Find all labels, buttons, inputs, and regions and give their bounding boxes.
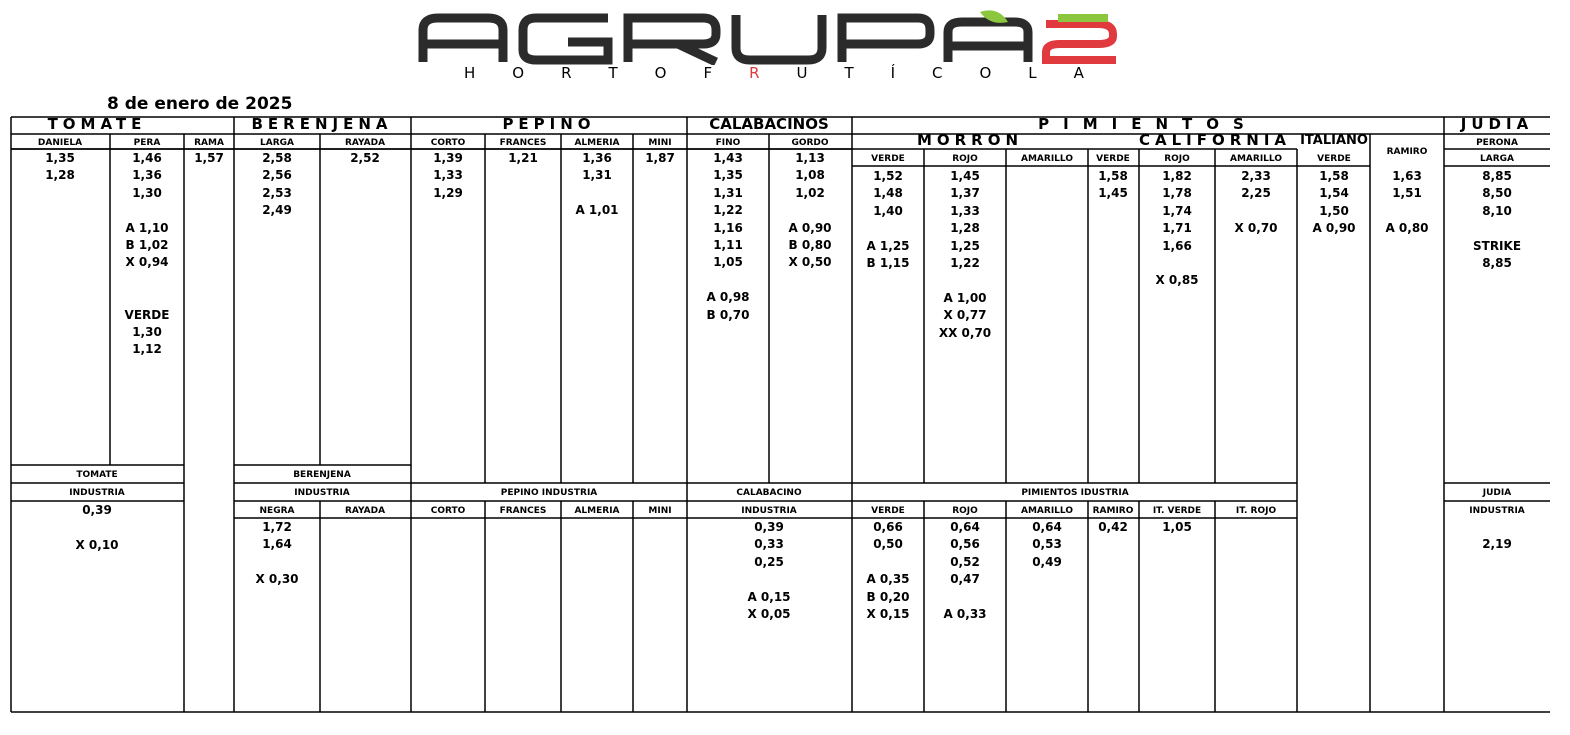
col-ital-verde: VERDE [1317, 154, 1351, 164]
price-cell: 1,22 [713, 203, 743, 218]
ind-tomate-sub: INDUSTRIA [69, 488, 125, 498]
price-cell: 0,52 [950, 554, 980, 569]
price-cell: 1,72 [262, 520, 292, 534]
col-cal-amarillo: AMARILLO [1230, 154, 1282, 164]
price-cell: 1,31 [713, 185, 743, 200]
price-cell: 2,19 [1482, 537, 1512, 552]
group-morron: MORRON [916, 131, 1024, 149]
price-cell: 1,63 [1392, 169, 1422, 183]
ind-pep-corto: CORTO [430, 506, 466, 516]
price-cell: 1,51 [1392, 186, 1422, 201]
price-cell: A 0,90 [1312, 221, 1356, 236]
ind-ber-sub: INDUSTRIA [294, 488, 350, 498]
price-cell: 1,45 [1098, 186, 1128, 201]
price-cell: 1,29 [433, 185, 463, 200]
ind-pim-verde: VERDE [871, 506, 905, 516]
ind-pim-ramiro: RAMIRO [1092, 506, 1134, 516]
logo-letter: U [796, 64, 808, 82]
group-calabacinos: CALABACINOS [709, 115, 829, 133]
price-cell: 1,33 [433, 168, 463, 183]
price-cell: X 0,05 [747, 607, 791, 621]
price-cell: 1,35 [45, 151, 75, 165]
col-rama: RAMA [194, 138, 224, 148]
price-cell: 1,57 [194, 151, 224, 165]
price-cell: 1,64 [262, 537, 292, 552]
price-cell: A 1,25 [866, 238, 910, 253]
price-cell: 1,66 [1162, 238, 1192, 253]
price-cell: A 0,35 [866, 572, 910, 587]
ind-pep-mini: MINI [648, 506, 672, 516]
price-cell: 1,11 [713, 238, 743, 252]
price-cell: 1,35 [713, 168, 743, 183]
price-cell: 1,25 [950, 238, 980, 253]
price-cell: 1,45 [950, 169, 980, 183]
group-judia: JUDIA [1460, 115, 1534, 133]
col-ramiro: RAMIRO [1386, 147, 1428, 157]
col-ber-rayada: RAYADA [344, 138, 386, 148]
price-cell: 8,10 [1482, 203, 1512, 218]
price-cell: 1,52 [873, 169, 903, 183]
price-cell: A 0,80 [1385, 221, 1429, 236]
group-italiano: ITALIANO [1300, 133, 1368, 148]
price-cell: B 0,20 [866, 589, 910, 604]
price-cell: X 0,15 [866, 607, 910, 621]
price-cell: 0,64 [950, 520, 980, 534]
group-pepino: PEPINO [502, 115, 596, 133]
price-cell: A 0,33 [943, 607, 987, 621]
price-cell: 1,13 [795, 151, 825, 165]
col-cal-rojo: ROJO [1164, 154, 1190, 164]
price-cell: 0,50 [873, 537, 903, 552]
price-cell: 1,30 [132, 185, 162, 200]
price-cell: X 0,10 [75, 537, 119, 552]
price-cell: A 1,01 [575, 203, 619, 218]
price-cell: X 0,50 [788, 255, 832, 270]
price-cell: 1,12 [132, 342, 162, 357]
group-tomate: TOMATE [47, 115, 147, 133]
price-cell: 0,39 [82, 503, 112, 517]
price-cell: 1,40 [873, 203, 903, 218]
col-cal-fino: FINO [715, 138, 741, 148]
logo-letter: T [608, 64, 618, 82]
price-cell: 2,52 [350, 151, 380, 165]
logo-letter: Í [890, 64, 896, 82]
col-cal-gordo: GORDO [791, 138, 829, 148]
price-cell: 1,39 [433, 151, 463, 165]
price-cell: X 0,85 [1155, 273, 1199, 288]
price-cell: X 0,94 [125, 255, 169, 270]
price-cell: 1,30 [132, 325, 162, 339]
price-cell: 1,05 [713, 255, 743, 270]
price-cell: 1,82 [1162, 169, 1192, 183]
logo-letter: L [1028, 64, 1037, 82]
price-cell: 8,85 [1482, 169, 1512, 183]
ind-cal-sub: INDUSTRIA [741, 506, 797, 516]
logo-letter: T [844, 64, 854, 82]
col-judia-perona: PERONA [1476, 138, 1518, 148]
price-cell: 2,33 [1241, 169, 1271, 183]
col-pep-frances: FRANCES [499, 138, 547, 148]
price-cell: 1,28 [45, 168, 75, 183]
ind-ber-rayada: RAYADA [344, 506, 386, 516]
col-morron-amarillo: AMARILLO [1021, 154, 1073, 164]
logo-letter: R [749, 64, 760, 82]
logo-letter: C [932, 64, 943, 82]
col-pera: PERA [133, 138, 161, 148]
logo-letter: R [561, 64, 572, 82]
price-cell: 1,87 [645, 151, 675, 165]
price-cell: 0,42 [1098, 520, 1128, 534]
price-cell: B 0,70 [706, 307, 750, 322]
price-cell: A 0,98 [706, 290, 750, 305]
logo-letter: O [512, 64, 525, 82]
col-ber-larga: LARGA [260, 138, 294, 148]
price-cell: 2,56 [262, 168, 292, 183]
price-cell: 1,02 [795, 185, 825, 200]
price-cell: 0,53 [1032, 537, 1062, 552]
col-pep-almeria: ALMERIA [574, 138, 620, 148]
ind-pim-title: PIMIENTOS IDUSTRIA [1021, 488, 1129, 498]
col-daniela: DANIELA [37, 138, 83, 148]
ind-judia-title: JUDIA [1482, 488, 1512, 498]
ind-pim-itverde: IT. VERDE [1152, 506, 1202, 516]
ind-pep-almeria: ALMERIA [574, 506, 620, 516]
ind-tomate-title: TOMATE [76, 470, 118, 480]
price-cell: 1,54 [1319, 186, 1349, 201]
price-cell: 0,64 [1032, 520, 1062, 534]
logo-letter: O [654, 64, 667, 82]
logo-letter: O [979, 64, 992, 82]
ind-cal-title: CALABACINO [736, 488, 802, 498]
price-cell: 1,08 [795, 168, 825, 183]
col-pep-corto: CORTO [430, 138, 466, 148]
price-cell: 1,16 [713, 220, 743, 235]
price-cell: 1,37 [950, 186, 980, 201]
ind-ber-negra: NEGRA [259, 506, 295, 516]
col-morron-verde: VERDE [871, 154, 905, 164]
price-cell: 1,74 [1162, 203, 1192, 218]
price-cell: 1,71 [1162, 221, 1192, 236]
price-cell: 0,39 [754, 520, 784, 534]
price-cell: B 0,80 [788, 238, 832, 252]
price-cell: STRIKE [1472, 238, 1522, 253]
price-cell: 0,66 [873, 520, 903, 534]
price-cell: A 0,15 [747, 589, 791, 604]
price-cell: A 0,90 [788, 220, 832, 235]
ind-pim-amarillo: AMARILLO [1021, 506, 1073, 516]
price-cell: 8,85 [1482, 256, 1512, 270]
price-cell: 2,49 [262, 203, 292, 218]
ind-pep-frances: FRANCES [499, 506, 547, 516]
price-cell: 1,31 [582, 168, 612, 183]
price-cell: 1,58 [1319, 169, 1349, 183]
price-cell: 2,58 [262, 151, 292, 165]
price-cell: 0,47 [950, 572, 980, 587]
price-cell: 0,33 [754, 537, 784, 552]
price-cell: X 0,30 [255, 572, 299, 587]
price-cell: 0,56 [950, 537, 980, 552]
col-pep-mini: MINI [648, 138, 672, 148]
logo-letter: H [464, 64, 476, 82]
col-cal-verde: VERDE [1096, 154, 1130, 164]
ind-pim-rojo: ROJO [952, 506, 978, 516]
price-date: 8 de enero de 2025 [107, 94, 293, 114]
price-cell: 1,46 [132, 151, 162, 165]
ind-ber-title: BERENJENA [293, 470, 351, 480]
price-cell: 1,28 [950, 221, 980, 236]
price-cell: VERDE [124, 307, 170, 322]
price-cell: A 1,10 [125, 220, 169, 235]
price-cell: 1,36 [132, 168, 162, 183]
price-cell: A 1,00 [943, 290, 987, 305]
price-cell: 1,78 [1162, 186, 1192, 201]
price-cell: B 1,02 [125, 238, 169, 252]
price-cell: 1,50 [1319, 203, 1349, 218]
price-cell: 0,49 [1032, 554, 1062, 569]
price-cell: 1,43 [713, 151, 743, 165]
group-california: CALIFORNIA [1138, 131, 1292, 149]
ind-judia-sub: INDUSTRIA [1469, 506, 1525, 516]
price-cell: 8,50 [1482, 186, 1512, 201]
price-cell: 2,53 [262, 185, 292, 200]
group-pimientos: PIMIENTOS [1038, 115, 1258, 133]
price-cell: 1,33 [950, 203, 980, 218]
ind-pim-itrojo: IT. ROJO [1235, 506, 1277, 516]
col-judia-larga: LARGA [1480, 154, 1514, 164]
price-cell: 2,25 [1241, 186, 1271, 201]
price-cell: 1,48 [873, 186, 903, 201]
price-cell: 1,05 [1162, 520, 1192, 534]
price-cell: 0,25 [754, 554, 784, 569]
price-cell: B 1,15 [866, 256, 910, 270]
group-berenjena: BERENJENA [251, 115, 393, 133]
price-cell: 1,36 [582, 151, 612, 165]
col-morron-rojo: ROJO [952, 154, 978, 164]
price-cell: X 0,77 [943, 308, 987, 323]
price-cell: 1,58 [1098, 169, 1128, 183]
price-cell: 1,21 [508, 151, 538, 165]
logo-letter: F [703, 64, 713, 82]
ind-pepino-title: PEPINO INDUSTRIA [500, 488, 598, 498]
price-cell: 1,22 [950, 256, 980, 270]
price-cell: X 0,70 [1234, 221, 1278, 236]
price-cell: XX 0,70 [938, 325, 992, 340]
logo-letter: A [1073, 64, 1084, 82]
